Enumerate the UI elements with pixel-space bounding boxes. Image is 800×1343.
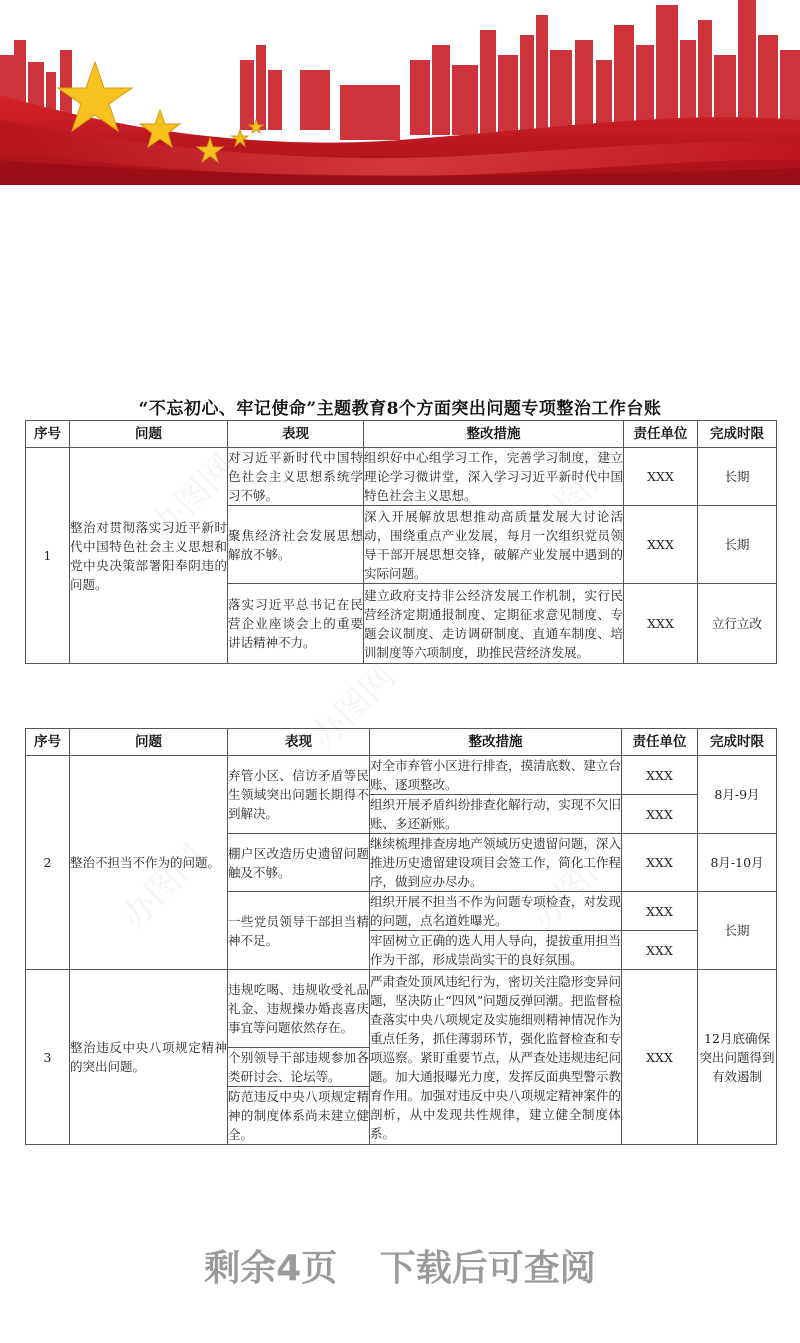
table-header-row [26, 421, 777, 448]
measure-cell: 组织好中心组学习工作，完善学习制度，建立理论学习微讲堂，深入学习习近平新时代中国特色社会主义思想。 [364, 448, 624, 506]
table-row [26, 970, 777, 1048]
header-no: 序号 [26, 421, 70, 448]
header-show: 表现 [228, 729, 370, 756]
table-header-row [26, 729, 777, 756]
time-cell: 立行立改 [698, 584, 777, 664]
header-issue: 问题 [70, 729, 228, 756]
unit-cell: XXX [622, 834, 698, 892]
time-cell: 长期 [698, 506, 777, 584]
unit-cell: XXX [622, 970, 698, 1145]
table-row [26, 448, 777, 506]
header-measure: 整改措施 [370, 729, 622, 756]
unit-cell: XXX [622, 931, 698, 970]
issue-cell: 整治违反中央八项规定精神的突出问题。 [70, 970, 228, 1145]
measure-cell: 建立政府支持非公经济发展工作机制，实行民营经济定期通报制度、定期征求意见制度、专题会议制度、走访调研制度、直通车制度、培训制度等六项制度，助推民营经济发展。 [364, 584, 624, 664]
unit-cell: XXX [622, 892, 698, 931]
header-measure: 整改措施 [364, 421, 624, 448]
measure-cell: 继续梳理排查房地产领域历史遗留问题，深入推进历史遗留建设项目会签工作，简化工作程序，做到应办尽办。 [370, 834, 622, 892]
show-cell: 违规吃喝、违规收受礼品礼金、违规操办婚丧喜庆事宜等问题依然存在。 [228, 970, 370, 1048]
time-cell: 长期 [698, 448, 777, 506]
measure-cell: 组织开展不担当不作为问题专项检查，对发现的问题，点名道姓曝光。 [370, 892, 622, 931]
unit-cell: XXX [624, 584, 698, 664]
show-cell: 防范违反中央八项规定精神的制度体系尚未建立健全。 [228, 1087, 370, 1145]
issue-cell: 整治对贯彻落实习近平新时代中国特色社会主义思想和党中央决策部署阳奉阴违的问题。 [70, 448, 228, 664]
unit-cell: XXX [622, 795, 698, 834]
header-no: 序号 [26, 729, 70, 756]
issue-cell: 整治不担当不作为的问题。 [70, 756, 228, 970]
document-title: “不忘初心、牢记使命”主题教育8个方面突出问题专项整治工作台账 [138, 399, 662, 419]
header-unit: 责任单位 [622, 729, 698, 756]
ledger-table-2 [25, 728, 777, 1145]
show-cell: 落实习近平总书记在民营企业座谈会上的重要讲话精神不力。 [228, 584, 364, 664]
measure-cell: 组织开展矛盾纠纷排查化解行动，实现不欠旧账、多还新账。 [370, 795, 622, 834]
header-banner [0, 0, 800, 185]
row-number: 3 [26, 970, 70, 1145]
header-show: 表现 [228, 421, 364, 448]
ledger-table-1 [25, 420, 777, 664]
unit-cell: XXX [624, 448, 698, 506]
time-cell: 8月-9月 [698, 756, 777, 834]
time-cell: 8月-10月 [698, 834, 777, 892]
measure-cell: 严肃查处顶风违纪行为，密切关注隐形变异问题，坚决防止“四风”问题反弹回潮。把监督检查落实中央八项规定及实施细则精神情况作为重点任务，抓住薄弱环节，强化监督检查和专项巡察。紧盯重要节点，从严查处违规违纪问题。加大通报曝光力度，发挥反面典型警示教育作用。加强对违反中央八项规定精神案件的剖析，从中发现共性规律，建立健全制度体系。 [370, 970, 622, 1145]
row-number: 2 [26, 756, 70, 970]
show-cell: 弃管小区、信访矛盾等民生领域突出问题长期得不到解决。 [228, 756, 370, 834]
measure-cell: 深入开展解放思想推动高质量发展大讨论活动，围绕重点产业发展，每月一次组织党员领导干部开展思想交锋，破解产业发展中遇到的实际问题。 [364, 506, 624, 584]
header-time: 完成时限 [698, 729, 777, 756]
header-unit: 责任单位 [624, 421, 698, 448]
header-issue: 问题 [70, 421, 228, 448]
time-cell: 12月底确保突出问题得到有效遏制 [698, 970, 777, 1145]
show-cell: 个别领导干部违规参加各类研讨会、论坛等。 [228, 1048, 370, 1087]
show-cell: 一些党员领导干部担当精神不足。 [228, 892, 370, 970]
download-prompt: 剩余4页 下载后可查阅 [204, 1248, 596, 1289]
unit-cell: XXX [622, 756, 698, 795]
header-time: 完成时限 [698, 421, 777, 448]
show-cell: 棚户区改造历史遗留问题触及不够。 [228, 834, 370, 892]
measure-cell: 牢固树立正确的选人用人导向，提拔重用担当作为干部，形成崇尚实干的良好氛围。 [370, 931, 622, 970]
show-cell: 对习近平新时代中国特色社会主义思想系统学习不够。 [228, 448, 364, 506]
table-row [26, 756, 777, 795]
measure-cell: 对全市弃管小区进行排查，摸清底数、建立台账、逐项整改。 [370, 756, 622, 795]
row-number: 1 [26, 448, 70, 664]
unit-cell: XXX [624, 506, 698, 584]
show-cell: 聚焦经济社会发展思想解放不够。 [228, 506, 364, 584]
time-cell: 长期 [698, 892, 777, 970]
